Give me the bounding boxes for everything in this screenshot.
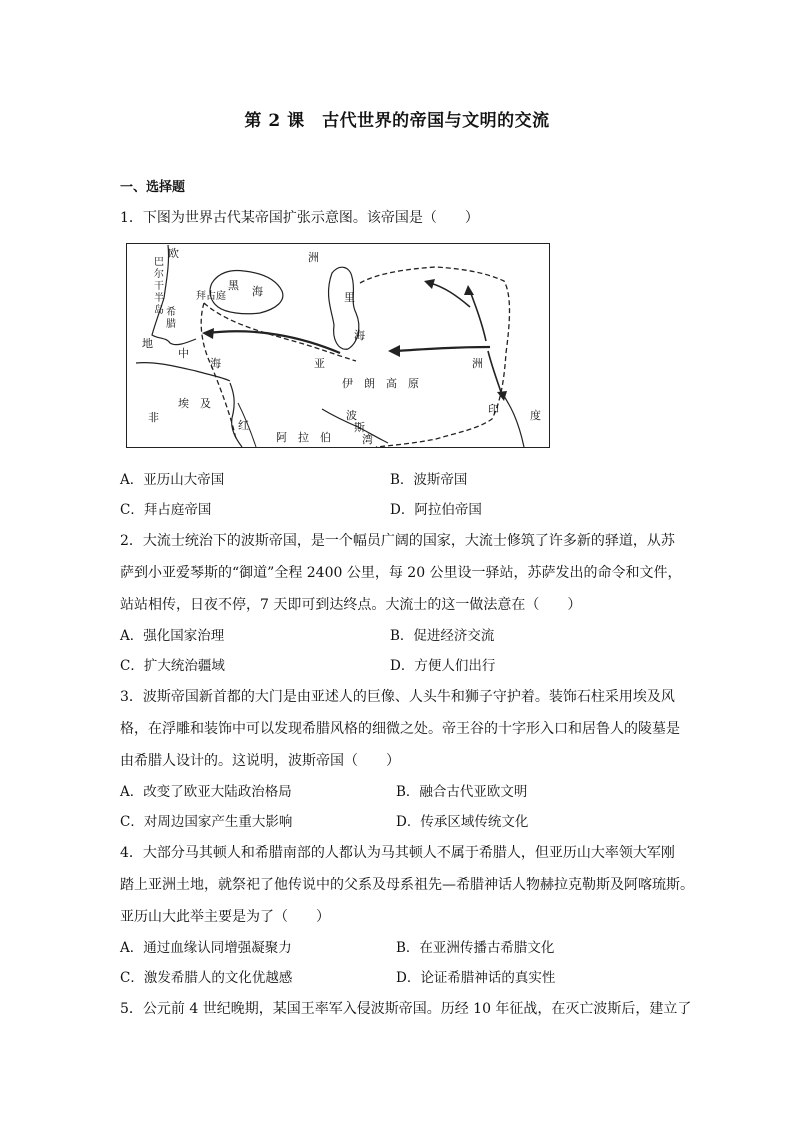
question-4-option-c[interactable]: C．激发希腊人的文化优越感 [120,970,293,986]
question-3-option-b[interactable]: B．融合古代亚欧文明 [396,784,528,800]
question-4-line-3: 亚历山大此举主要是为了（ ） [120,909,330,925]
question-3-option-a[interactable]: A．改变了欧亚大陆政治格局 [120,784,292,800]
map-label-balkan-3: 干 [154,281,164,292]
map-label-africa: 非 [148,411,159,424]
map-label-med-3: 海 [210,357,221,370]
question-2-line-3: 站站相传，日夜不停，7 天即可到达终点。大流士的这一做法意在（ ） [120,597,582,613]
section-heading: 一、选择题 [120,180,186,195]
question-4-option-a[interactable]: A．通过血缘认同增强凝聚力 [120,940,292,956]
question-5-line-1: 5．公元前 4 世纪晚期，某国王率军入侵波斯帝国。历经 10 年征战，在灭亡波斯后，建立了 [120,1001,692,1017]
map-label-europe-1: 欧 [168,247,179,260]
question-2-line-1: 2．大流士统治下的波斯帝国，是一个幅员广阔的国家，大流士修筑了许多新的驿道，从苏 [120,533,675,549]
map-label-egypt: 埃 及 [178,397,211,410]
map-label-asia-2: 洲 [472,357,483,370]
map-label-med-2: 中 [178,347,189,360]
map-svg [126,243,550,448]
map-label-india-2: 度 [530,409,541,422]
map-label-balkan-1: 巴 [154,257,164,268]
map-label-caspian-2: 海 [354,329,365,342]
question-3-line-3: 由希腊人设计的。这说明，波斯帝国（ ） [120,753,400,769]
question-2-option-a[interactable]: A．强化国家治理 [120,628,225,644]
map-label-byzantium: 拜占庭 [196,291,226,302]
question-3-option-c[interactable]: C．对周边国家产生重大影响 [120,814,293,830]
question-3-line-1: 3．波斯帝国新首都的大门是由亚述人的巨像、人头牛和狮子守护着。装饰石柱采用埃及风 [120,689,675,705]
map-label-gulf-1: 波 [346,409,357,422]
map-label-iran-plateau: 伊 朗 高 原 [342,377,419,390]
question-4-option-b[interactable]: B．在亚洲传播古希腊文化 [396,940,555,956]
map-label-arabia: 阿 拉 伯 [276,431,331,444]
question-1-option-c[interactable]: C．拜占庭帝国 [120,502,212,518]
question-1-option-d[interactable]: D．阿拉伯帝国 [390,502,482,518]
question-4-line-2: 踏上亚洲土地，就祭祀了他传说中的父系及母系祖先—希腊神话人物赫拉克勒斯及阿喀琉斯。 [120,877,694,893]
map-label-balkan-5: 岛 [154,305,164,316]
page-title: 第 2 课 古代世界的帝国与文明的交流 [244,111,550,131]
map-label-gulf-3: 湾 [362,433,373,446]
question-2-option-d[interactable]: D．方便人们出行 [390,658,496,674]
question-1-line-1: 1．下图为世界古代某帝国扩张示意图。该帝国是（ ） [120,210,479,226]
question-1-option-a[interactable]: A．亚历山大帝国 [120,472,225,488]
question-2-option-b[interactable]: B．促进经济交流 [390,628,495,644]
map-label-black-sea-2: 海 [252,285,263,298]
empire-expansion-map [126,243,550,448]
map-label-red-sea: 红 [238,419,249,432]
map-label-greece-1: 希 [166,307,176,318]
question-4-option-d[interactable]: D．论证希腊神话的真实性 [396,970,556,986]
question-1-option-b[interactable]: B．波斯帝国 [390,472,468,488]
map-label-asia-1: 亚 [314,357,325,370]
question-2-option-c[interactable]: C．扩大统治疆域 [120,658,225,674]
map-label-caspian-1: 里 [344,291,355,304]
map-label-balkan-2: 尔 [154,269,164,280]
map-label-india-1: 印 [488,403,499,416]
question-4-line-1: 4．大部分马其顿人和希腊南部的人都认为马其顿人不属于希腊人，但亚历山大率领大军刚 [120,845,675,861]
map-label-europe-2: 洲 [308,251,319,264]
question-2-line-2: 萨到小亚爱琴斯的“御道”全程 2400 公里，每 20 公里设一驿站，苏萨发出的命令和文件， [120,565,682,581]
question-3-line-2: 格，在浮雕和装饰中可以发现希腊风格的细微之处。帝王谷的十字形入口和居鲁人的陵墓是 [120,721,680,737]
map-label-black-sea-1: 黑 [228,279,239,292]
map-label-balkan-4: 半 [154,293,164,304]
map-label-gulf-2: 斯 [354,421,365,434]
map-label-greece-2: 腊 [166,319,176,330]
map-label-med-1: 地 [142,337,153,350]
question-3-option-d[interactable]: D．传承区域传统文化 [396,814,529,830]
